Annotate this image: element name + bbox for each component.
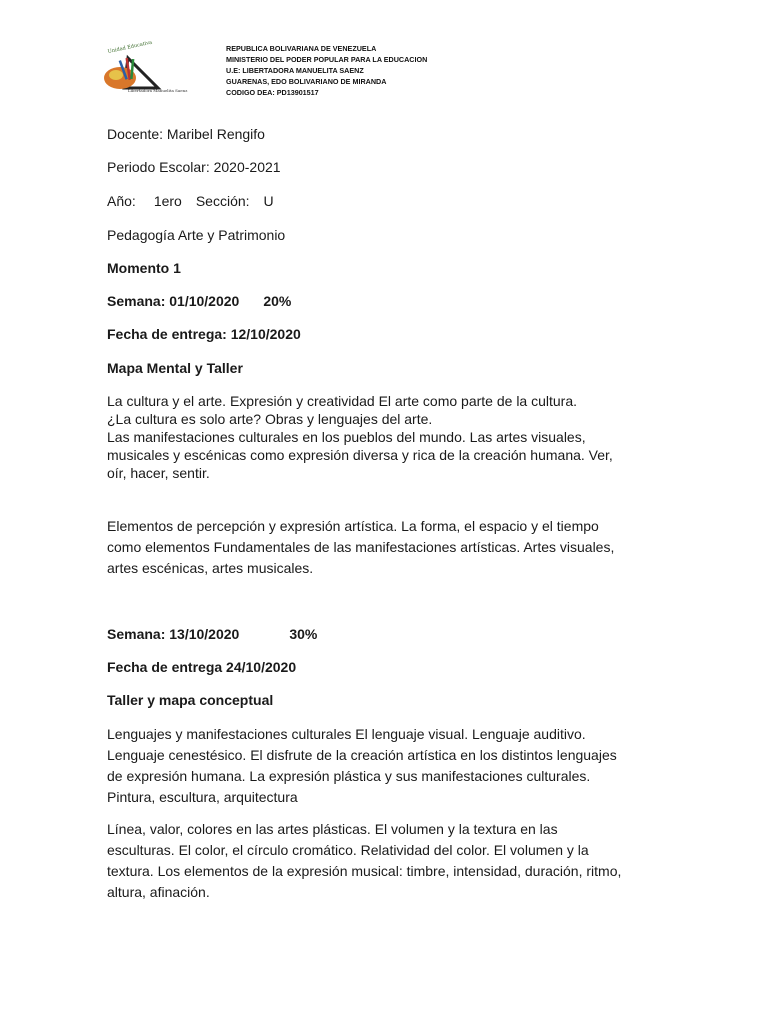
header-line: GUARENAS, EDO BOLIVARIANO DE MIRANDA: [226, 77, 387, 86]
week2-semana: [107, 626, 317, 642]
week2-paragraph-2: [107, 819, 667, 903]
week2-semana-date: Semana: 13/10/2020: [107, 626, 240, 642]
paragraph-line: Pintura, escultura, arquitectura: [107, 789, 298, 805]
momento-heading: Momento 1: [107, 260, 181, 276]
logo-text-top: Unidad Educativa: [107, 39, 153, 55]
paragraph-line: esculturas. El color, el círculo cromático. Relatividad del color. El volumen y la: [107, 842, 589, 858]
paragraph-line: Las manifestaciones culturales en los pueblos del mundo. Las artes visuales,: [107, 429, 586, 445]
docente-line: Docente: Maribel Rengifo: [107, 126, 265, 142]
document-header: [226, 43, 427, 98]
paragraph-line: artes escénicas, artes musicales.: [107, 560, 314, 576]
week2-percent: 30%: [289, 626, 318, 642]
anio-seccion-line: [107, 193, 274, 209]
header-line: U.E: LIBERTADORA MANUELITA SAENZ: [226, 66, 364, 75]
school-logo: [98, 39, 188, 98]
materia-line: Pedagogía Arte y Patrimonio: [107, 227, 286, 243]
paragraph-line: como elementos Fundamentales de las manifestaciones artísticas. Artes visuales,: [107, 539, 615, 555]
week1-semana-date: Semana: 01/10/2020: [107, 293, 240, 309]
week1-paragraph-1: [107, 392, 667, 482]
paragraph-line: ¿La cultura es solo arte? Obras y lenguajes del arte.: [107, 411, 433, 427]
paragraph-line: Lenguajes y manifestaciones culturales El lenguaje visual. Lenguaje auditivo.: [107, 726, 586, 742]
seccion-label: Sección:: [195, 193, 250, 209]
week1-actividad: Mapa Mental y Taller: [107, 360, 243, 376]
week1-percent: 20%: [263, 293, 292, 309]
header-line: MINISTERIO DEL PODER POPULAR PARA LA EDUCACION: [226, 55, 428, 64]
week2-fecha: Fecha de entrega 24/10/2020: [107, 659, 297, 675]
paragraph-line: textura. Los elementos de la expresión musical: timbre, intensidad, duración, ritmo,: [107, 863, 622, 879]
header-line: REPUBLICA BOLIVARIANA DE VENEZUELA: [226, 44, 377, 53]
paragraph-line: oír, hacer, sentir.: [107, 465, 210, 481]
paragraph-line: Lenguaje cenestésico. El disfrute de la creación artística en los distintos lenguajes: [107, 747, 617, 763]
paragraph-line: musicales y escénicas como expresión diversa y rica de la creación humana. Ver,: [107, 447, 613, 463]
anio-label: Año:: [107, 193, 136, 209]
header-line: CODIGO DEA: PD13901517: [226, 88, 319, 97]
week1-paragraph-2: [107, 516, 667, 579]
periodo-line: Periodo Escolar: 2020-2021: [107, 159, 281, 175]
paragraph-line: La cultura y el arte. Expresión y creatividad El arte como parte de la cultura.: [107, 393, 578, 409]
week1-semana: [107, 293, 291, 309]
anio-value: 1ero: [153, 193, 182, 209]
paragraph-line: Elementos de percepción y expresión artística. La forma, el espacio y el tiempo: [107, 518, 599, 534]
week1-fecha: Fecha de entrega: 12/10/2020: [107, 326, 301, 342]
logo-text-bottom: Libertadora Manuelita Saenz: [128, 88, 188, 93]
paragraph-line: de expresión humana. La expresión plástica y sus manifestaciones culturales.: [107, 768, 591, 784]
paragraph-line: altura, afinación.: [107, 884, 210, 900]
week2-paragraph-1: [107, 724, 667, 808]
seccion-value: U: [263, 193, 274, 209]
paragraph-line: Línea, valor, colores en las artes plásticas. El volumen y la textura en las: [107, 821, 558, 837]
week2-actividad: Taller y mapa conceptual: [107, 692, 274, 708]
